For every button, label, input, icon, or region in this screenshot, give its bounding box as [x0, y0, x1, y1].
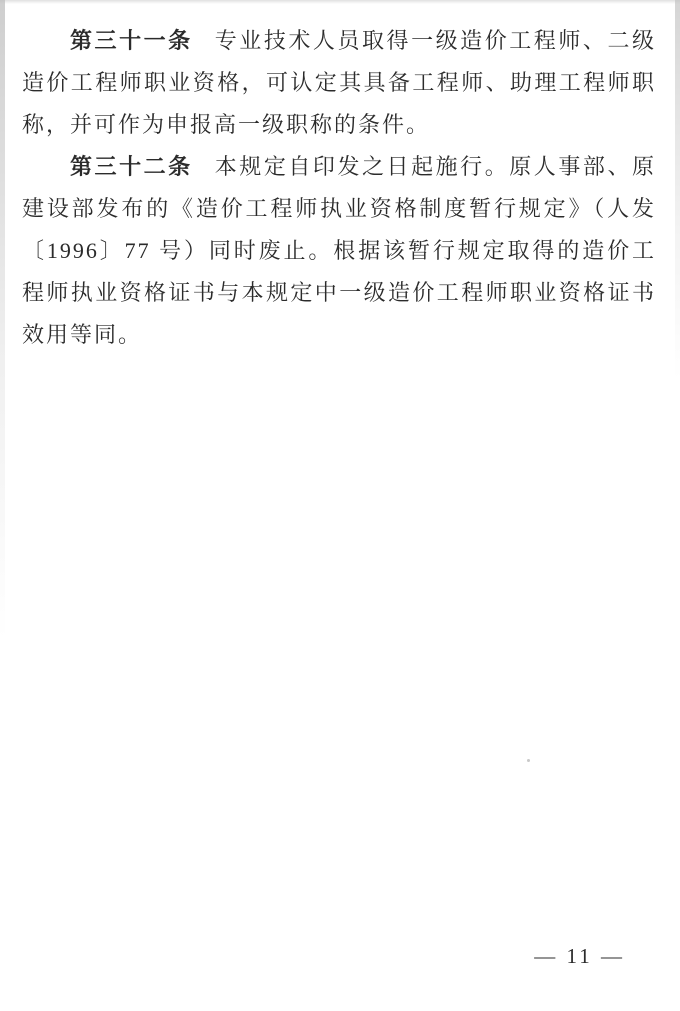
scan-speck [527, 759, 530, 762]
scan-edge-left [0, 0, 5, 640]
article-text: 专业技术人员取得一级造价工程师、二级造价工程师职业资格，可认定其具备工程师、助理工程师职称，并可作为申报高一级职称的条件。 [22, 28, 656, 137]
article-text: 本规定自印发之日起施行。原人事部、原建设部发布的《造价工程师执业资格制度暂行规定》（人发〔1996〕77 号）同时废止。根据该暂行规定取得的造价工程师执业资格证书与本规定中一级造价工程师职业资格证书效用等同。 [22, 154, 656, 347]
article-paragraph [22, 20, 656, 146]
article-paragraph [22, 146, 656, 356]
article-number: 第三十一条 [70, 28, 193, 53]
document-page [22, 20, 656, 356]
page-number: — 11 — [534, 944, 625, 968]
scan-edge-top [0, 0, 680, 4]
scan-edge-right [675, 0, 680, 380]
article-number: 第三十二条 [70, 154, 193, 179]
